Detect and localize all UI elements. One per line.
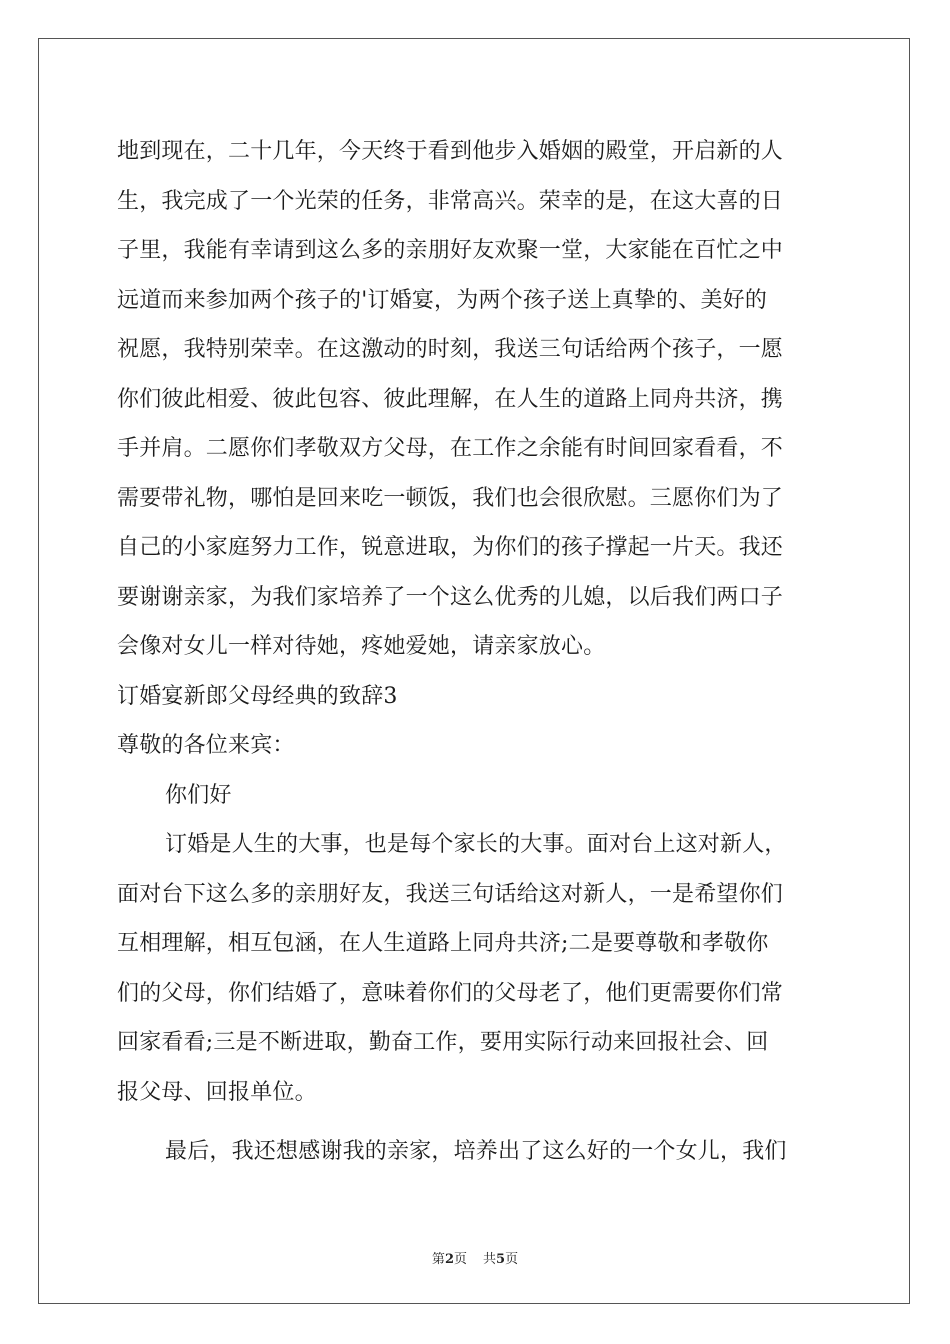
body-line: 面对台下这么多的亲朋好友，我送三句话给这对新人，一是希望你们 [117,881,784,907]
page-footer [0,1248,950,1267]
body-line: 互相理解，相互包涵，在人生道路上同舟共济;二是要尊敬和孝敬你 [117,931,769,956]
page-suffix: 页 [453,1252,467,1267]
body-line: 你们彼此相爱、彼此包容、彼此理解，在人生的道路上同舟共济，携 [117,386,784,412]
body-line: 自己的小家庭努力工作，锐意进取，为你们的孩子撑起一片天。我还 [117,535,784,560]
body-line: 订婚是人生的大事，也是每个家长的大事。面对台上这对新人， [165,832,787,857]
body-line: 手并肩。二愿你们孝敬双方父母，在工作之余能有时间回家看看，不 [117,436,784,461]
document-body [117,127,837,1177]
total-prefix: 共 [483,1252,497,1267]
body-line: 远道而来参加两个孩子的'订婚宴，为两个孩子送上真挚的、美好的 [117,287,768,313]
body-line: 祝愿，我特别荣幸。在这激动的时刻，我送三句话给两个孩子，一愿 [117,337,784,362]
body-line: 生，我完成了一个光荣的任务，非常高兴。荣幸的是，在这大喜的日 [117,188,784,214]
total-pages: 5 [496,1252,506,1267]
greeting: 你们好 [165,782,232,808]
body-line: 报父母、回报单位。 [117,1079,317,1105]
body-line: 们的父母，你们结婚了，意味着你们的父母老了，他们更需要你们常 [117,980,784,1006]
section-heading: 订婚宴新郎父母经典的致辞3 [117,683,398,709]
body-line: 地到现在，二十几年，今天终于看到他步入婚姻的殿堂，开启新的人 [117,139,784,164]
total-suffix: 页 [505,1252,519,1267]
salutation: 尊敬的各位来宾： [117,733,295,758]
page-number: 2 [444,1252,454,1267]
body-line: 最后，我还想感谢我的亲家，培养出了这么好的一个女儿，我们 [165,1139,787,1164]
body-line: 要谢谢亲家，为我们家培养了一个这么优秀的儿媳，以后我们两口子 [117,584,784,610]
body-line: 回家看看;三是不断进取，勤奋工作，要用实际行动来回报社会、回 [117,1030,769,1055]
body-line: 需要带礼物，哪怕是回来吃一顿饭，我们也会很欣慰。三愿你们为了 [117,485,784,511]
page-prefix: 第 [431,1252,445,1267]
body-line: 会像对女儿一样对待她，疼她爱她，请亲家放心。 [117,634,606,659]
body-line: 子里，我能有幸请到这么多的亲朋好友欢聚一堂，大家能在百忙之中 [117,238,784,263]
